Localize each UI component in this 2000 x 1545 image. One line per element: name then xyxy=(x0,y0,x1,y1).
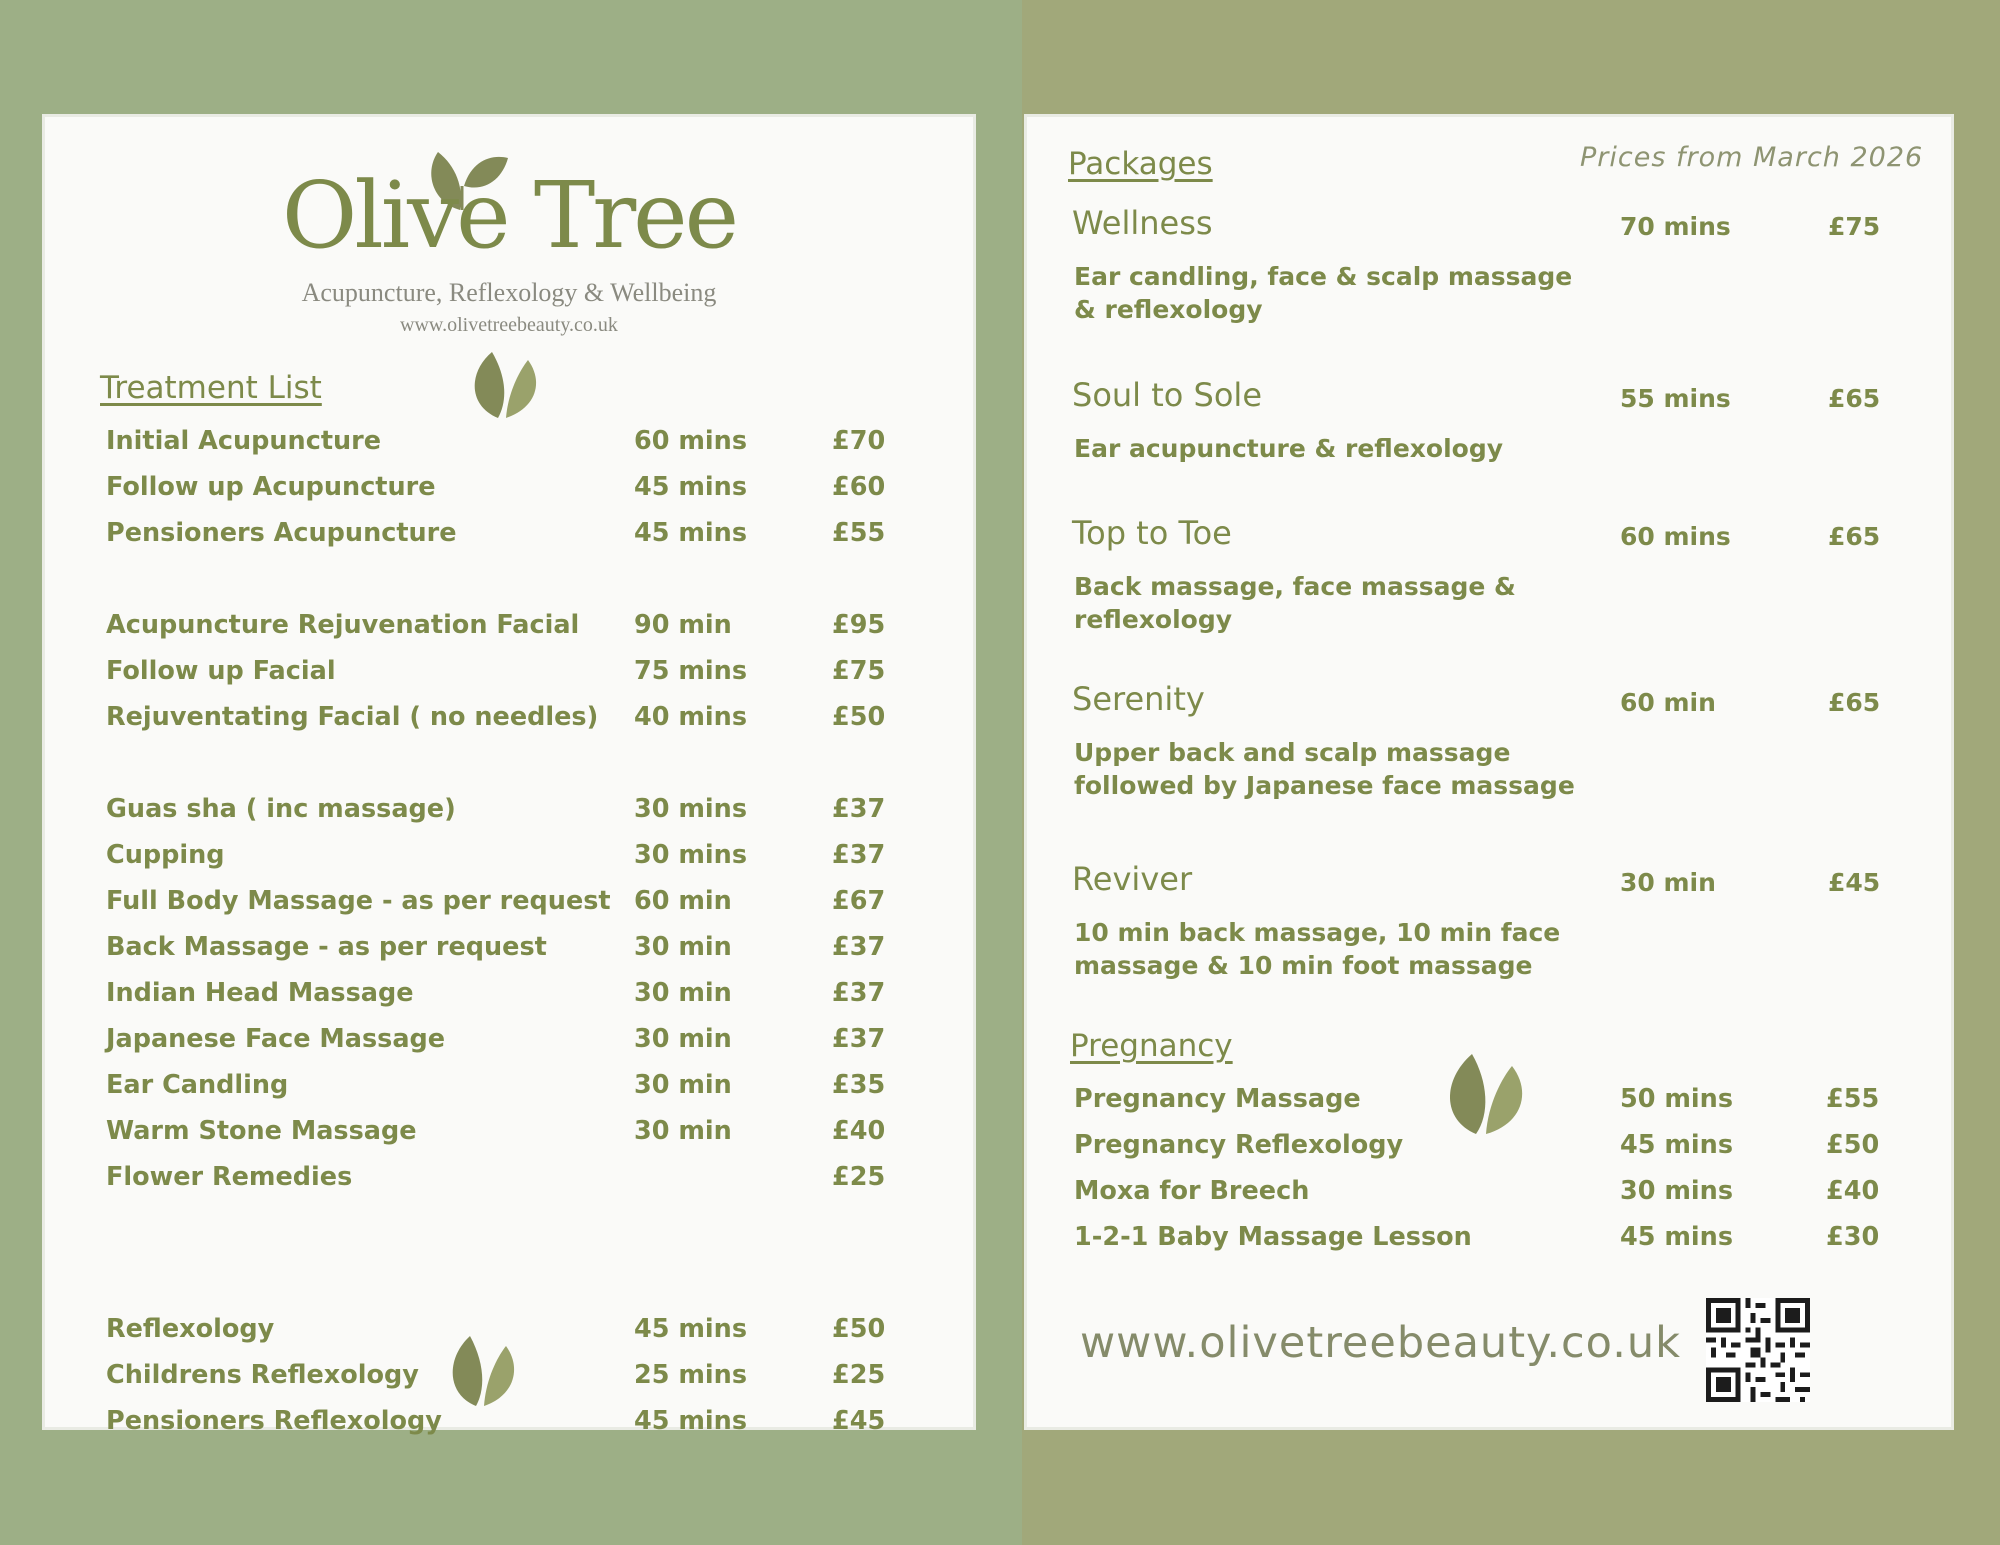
pregnancy-row xyxy=(1024,1176,1954,1216)
treatment-name: Flower Remedies xyxy=(106,1162,353,1192)
treatment-row xyxy=(42,840,976,880)
logo-title: Olive Tree xyxy=(281,162,737,269)
treatment-price: £60 xyxy=(832,472,886,502)
pregnancy-price: £50 xyxy=(1826,1130,1880,1160)
treatment-duration: 30 mins xyxy=(634,794,748,824)
treatment-row xyxy=(42,1116,976,1156)
package-description: Back massage, face massage & reflexology xyxy=(1074,572,1516,634)
treatment-price: £37 xyxy=(832,840,886,870)
package-duration: 70 mins xyxy=(1620,212,1731,241)
treatment-price: £35 xyxy=(832,1070,886,1100)
package-price: £45 xyxy=(1828,868,1881,897)
package-description: Ear candling, face & scalp massage & reflexology xyxy=(1074,262,1573,324)
treatment-price: £37 xyxy=(832,794,886,824)
treatment-row xyxy=(42,1162,976,1202)
treatment-duration: 45 mins xyxy=(634,518,748,548)
treatment-duration: 60 mins xyxy=(634,426,748,456)
pregnancy-duration: 45 mins xyxy=(1620,1130,1734,1160)
treatment-name: Rejuventating Facial ( no needles) xyxy=(106,702,599,732)
treatment-row xyxy=(42,1406,976,1446)
treatment-price: £37 xyxy=(832,1024,886,1054)
treatment-price: £50 xyxy=(832,702,886,732)
footer-url[interactable]: www.olivetreebeauty.co.uk xyxy=(1080,1318,1682,1368)
treatment-price: £50 xyxy=(832,1314,886,1344)
treatment-price: £55 xyxy=(832,518,886,548)
packages-page xyxy=(1024,114,1954,1430)
treatment-price: £67 xyxy=(832,886,886,916)
treatment-name: Full Body Massage - as per request xyxy=(106,886,611,916)
treatment-price: £40 xyxy=(832,1116,886,1146)
pregnancy-row xyxy=(1024,1084,1954,1124)
treatment-duration: 45 mins xyxy=(634,472,748,502)
treatment-name: Pensioners Acupuncture xyxy=(106,518,457,548)
treatment-row xyxy=(42,702,976,742)
treatment-row xyxy=(42,886,976,926)
treatment-duration: 45 mins xyxy=(634,1314,748,1344)
treatment-name: Japanese Face Massage xyxy=(106,1024,446,1054)
treatment-name: Guas sha ( inc massage) xyxy=(106,794,456,824)
package-title: Wellness xyxy=(1072,204,1213,242)
treatment-name: Reflexology xyxy=(106,1314,275,1344)
treatment-name: Warm Stone Massage xyxy=(106,1116,417,1146)
treatment-row xyxy=(42,426,976,466)
packages-heading: Packages xyxy=(1068,146,1213,182)
pregnancy-price: £30 xyxy=(1826,1222,1880,1252)
pregnancy-heading: Pregnancy xyxy=(1070,1028,1233,1064)
pregnancy-treatment-name: Pregnancy Massage xyxy=(1074,1084,1361,1114)
package-price: £65 xyxy=(1828,688,1881,717)
package-price: £65 xyxy=(1828,384,1881,413)
treatment-name: Indian Head Massage xyxy=(106,978,414,1008)
treatment-row xyxy=(42,1070,976,1110)
treatment-name: Childrens Reflexology xyxy=(106,1360,419,1390)
treatment-price: £70 xyxy=(832,426,886,456)
package-description: Upper back and scalp massage followed by Japanese face massage xyxy=(1074,738,1575,800)
treatment-price: £25 xyxy=(832,1360,886,1390)
qr-code-icon[interactable] xyxy=(1706,1298,1810,1402)
pregnancy-treatment-name: Moxa for Breech xyxy=(1074,1176,1310,1206)
treatment-price: £37 xyxy=(832,932,886,962)
treatment-duration: 25 mins xyxy=(634,1360,748,1390)
logo-subtitle: Acupuncture, Reflexology & Wellbeing xyxy=(301,278,717,307)
package-duration: 60 mins xyxy=(1620,522,1731,551)
treatment-price: £45 xyxy=(832,1406,886,1436)
package-title: Serenity xyxy=(1072,680,1205,718)
treatment-name: Ear Candling xyxy=(106,1070,289,1100)
treatment-duration: 60 min xyxy=(634,886,732,916)
treatment-row xyxy=(42,656,976,696)
treatment-duration: 30 min xyxy=(634,932,732,962)
treatment-row xyxy=(42,978,976,1018)
package-description: Ear acupuncture & reflexology xyxy=(1074,434,1504,463)
treatment-row xyxy=(42,472,976,512)
treatment-duration: 30 min xyxy=(634,1070,732,1100)
leaf-icon xyxy=(462,350,544,420)
package-price: £65 xyxy=(1828,522,1881,551)
pregnancy-duration: 30 mins xyxy=(1620,1176,1734,1206)
package-title: Top to Toe xyxy=(1072,514,1232,552)
pregnancy-price: £40 xyxy=(1826,1176,1880,1206)
treatment-name: Acupuncture Rejuvenation Facial xyxy=(106,610,580,640)
treatment-name: Back Massage - as per request xyxy=(106,932,547,962)
treatment-list-page xyxy=(42,114,976,1436)
pregnancy-row xyxy=(1024,1222,1954,1262)
treatment-duration: 40 mins xyxy=(634,702,748,732)
treatment-name: Cupping xyxy=(106,840,225,870)
treatment-duration: 30 mins xyxy=(634,840,748,870)
package-duration: 30 min xyxy=(1620,868,1716,897)
treatment-row xyxy=(42,794,976,834)
pregnancy-row xyxy=(1024,1130,1954,1170)
leaf-icon xyxy=(440,1334,522,1408)
package-price: £75 xyxy=(1828,212,1881,241)
treatment-name: Pensioners Reflexology xyxy=(106,1406,442,1436)
package-title: Reviver xyxy=(1072,860,1193,898)
package-title: Soul to Sole xyxy=(1072,376,1262,414)
package-duration: 60 min xyxy=(1620,688,1716,717)
treatment-name: Follow up Acupuncture xyxy=(106,472,436,502)
treatment-row xyxy=(42,518,976,558)
treatment-duration: 30 min xyxy=(634,1024,732,1054)
treatment-price: £95 xyxy=(832,610,886,640)
pregnancy-treatment-name: Pregnancy Reflexology xyxy=(1074,1130,1404,1160)
treatment-list-heading: Treatment List xyxy=(100,370,322,406)
prices-from-note: Prices from March 2026 xyxy=(1580,142,1924,173)
pregnancy-treatment-name: 1-2-1 Baby Massage Lesson xyxy=(1074,1222,1472,1252)
treatment-duration: 30 min xyxy=(634,1116,732,1146)
treatment-row xyxy=(42,1024,976,1064)
treatment-duration: 30 min xyxy=(634,978,732,1008)
treatment-row xyxy=(42,932,976,972)
treatment-price: £25 xyxy=(832,1162,886,1192)
package-description: 10 min back massage, 10 min face massage & 10 min foot massage xyxy=(1074,918,1561,980)
treatment-duration: 75 mins xyxy=(634,656,748,686)
logo-url: www.olivetreebeauty.co.uk xyxy=(400,314,618,336)
treatment-name: Initial Acupuncture xyxy=(106,426,382,456)
treatment-duration: 90 min xyxy=(634,610,732,640)
treatment-price: £75 xyxy=(832,656,886,686)
treatment-name: Follow up Facial xyxy=(106,656,336,686)
treatment-duration: 45 mins xyxy=(634,1406,748,1436)
package-duration: 55 mins xyxy=(1620,384,1731,413)
pregnancy-price: £55 xyxy=(1826,1084,1880,1114)
pregnancy-duration: 50 mins xyxy=(1620,1084,1734,1114)
pregnancy-duration: 45 mins xyxy=(1620,1222,1734,1252)
treatment-row xyxy=(42,610,976,650)
treatment-price: £37 xyxy=(832,978,886,1008)
